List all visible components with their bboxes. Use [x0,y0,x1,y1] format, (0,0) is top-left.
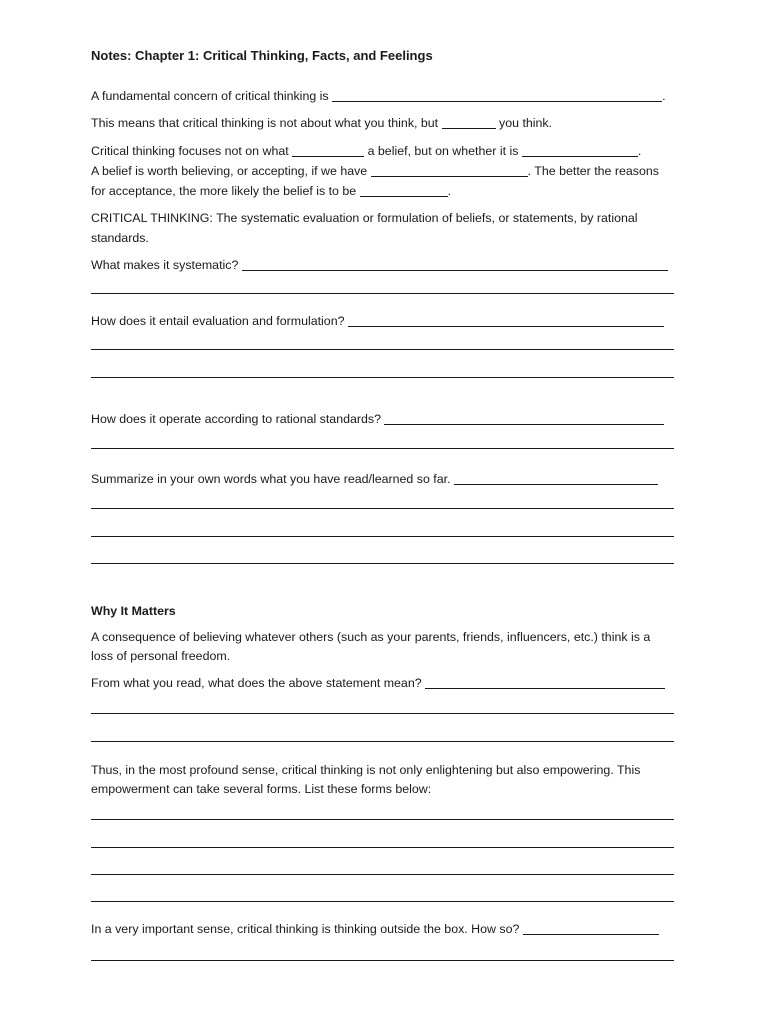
answer-line[interactable] [91,293,674,294]
prompt-text: . The better the reasons [527,164,659,178]
definition-line-2: standards. [91,231,149,245]
question-text: From what you read, what does the above statement mean? [91,676,422,690]
answer-blank[interactable] [360,196,448,197]
definition-line-1: CRITICAL THINKING: The systematic evaluation or formulation of beliefs, or statements, by rational [91,211,638,225]
prompt-text: Critical thinking focuses not on what [91,144,289,158]
prompt-text: A fundamental concern of critical thinking is [91,89,329,103]
answer-line[interactable] [91,349,674,350]
prompt-text: you think. [499,116,553,130]
question-evaluation [91,311,681,331]
answer-blank[interactable] [425,688,665,689]
answer-line[interactable] [91,819,674,820]
question-text: In a very important sense, critical thinking is thinking outside the box. How so? [91,922,520,936]
prompt-text: . [662,89,666,103]
paragraph-consequence-1: A consequence of believing whatever others (such as your parents, friends, influencers, etc.) think is a [91,630,651,644]
question-meaning [91,673,681,693]
answer-blank[interactable] [332,101,662,102]
prompt-text: This means that critical thinking is not about what you think, but [91,116,439,130]
prompt-text: a belief, but on whether it is [367,144,519,158]
question-text: How does it operate according to rational standards? [91,412,381,426]
question-outside-box [91,919,681,939]
answer-line[interactable] [91,741,674,742]
question-text: What makes it systematic? [91,258,239,272]
answer-line[interactable] [91,448,674,449]
prompt-text: A belief is worth believing, or accepting, if we have [91,164,368,178]
question-summarize [91,469,681,489]
prompt-text: . [637,144,642,158]
answer-line[interactable] [91,563,674,564]
answer-blank[interactable] [371,176,528,177]
page-title: Notes: Chapter 1: Critical Thinking, Facts, and Feelings [91,48,433,63]
prompt-text: . [447,184,452,198]
answer-blank[interactable] [454,484,658,485]
answer-line[interactable] [91,874,674,875]
paragraph-empowerment-1: Thus, in the most profound sense, critical thinking is not only enlightening but also empowering. This [91,763,641,777]
section-heading: Why It Matters [91,604,176,618]
answer-line[interactable] [91,536,674,537]
paragraph-consequence-2: loss of personal freedom. [91,649,231,663]
answer-line[interactable] [91,847,674,848]
fill-in-focus [91,141,681,161]
answer-blank[interactable] [292,156,364,157]
fill-in-likely [91,181,681,201]
answer-line[interactable] [91,960,674,961]
answer-blank[interactable] [523,934,659,935]
prompt-text: for acceptance, the more likely the belief is to be [91,184,357,198]
answer-line[interactable] [91,508,674,509]
question-text: How does it entail evaluation and formulation? [91,314,345,328]
fill-in-worth [91,161,681,181]
answer-blank[interactable] [242,270,668,271]
answer-blank[interactable] [442,128,496,129]
fill-in-how [91,113,681,133]
question-rational [91,409,681,429]
question-text: Summarize in your own words what you have read/learned so far. [91,472,451,486]
fill-in-concern [91,86,681,106]
question-systematic [91,255,681,275]
answer-line[interactable] [91,901,674,902]
answer-blank[interactable] [384,424,664,425]
answer-line[interactable] [91,713,674,714]
paragraph-empowerment-2: empowerment can take several forms. List these forms below: [91,782,432,796]
answer-blank[interactable] [522,156,638,157]
answer-line[interactable] [91,377,674,378]
answer-blank[interactable] [348,326,664,327]
